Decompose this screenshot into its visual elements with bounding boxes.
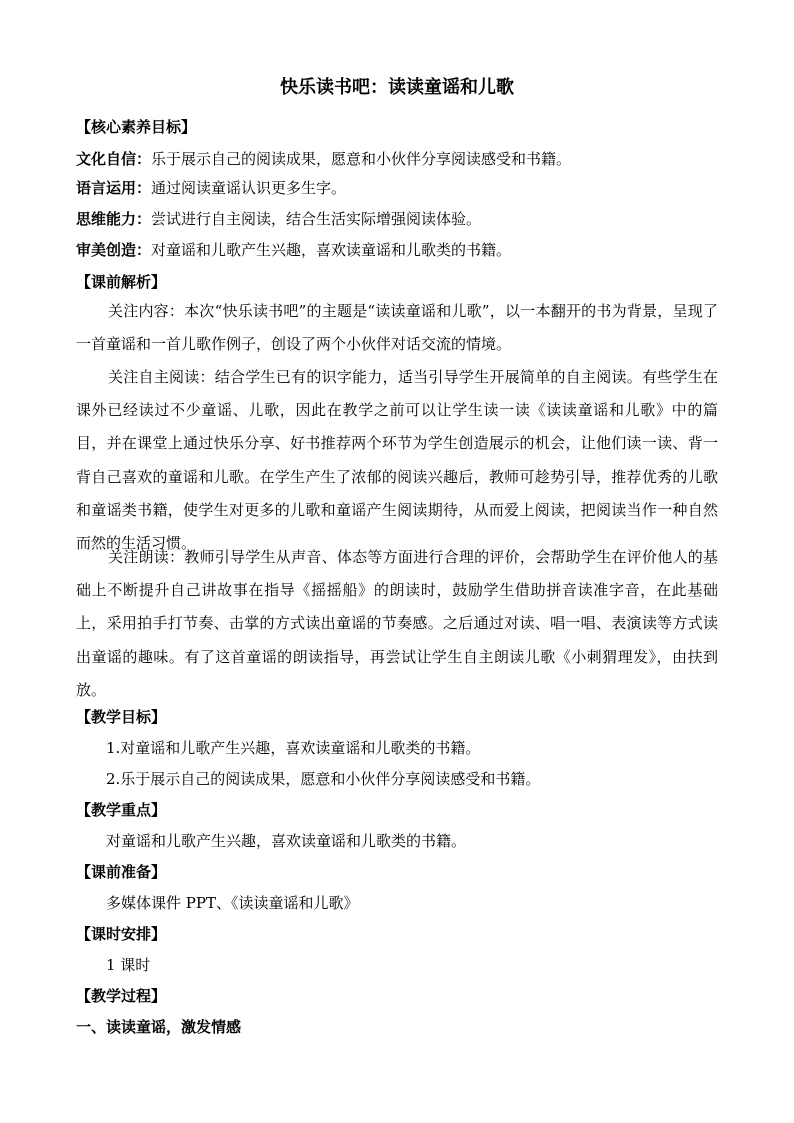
document-title: 快乐读书吧：读读童谣和儿歌: [280, 77, 514, 98]
preparation-text: 多媒体课件 PPT、《读读童谣和儿歌》: [106, 894, 359, 912]
core-goal-language: [76, 178, 716, 198]
core-goal-text: 乐于展示自己的阅读成果，愿意和小伙伴分享阅读感受和书籍。: [151, 150, 572, 168]
key-points-text: 对童谣和儿歌产生兴趣，喜欢读童谣和儿歌类的书籍。: [106, 832, 467, 850]
core-goal-aesthetic: [76, 240, 716, 260]
core-goal-label: 语言运用：: [76, 179, 152, 197]
process-section-title: 一、读读童谣，激发情感: [76, 1018, 242, 1036]
heading-analysis: 【课前解析】: [76, 273, 167, 291]
teaching-goal-item: 2.乐于展示自己的阅读成果，愿意和小伙伴分享阅读感受和书籍。: [106, 770, 541, 788]
heading-process: 【教学过程】: [76, 987, 167, 1005]
heading-teaching-goals: 【教学目标】: [76, 708, 167, 726]
core-goal-thinking: [76, 209, 716, 229]
core-goal-label: 审美创造：: [76, 241, 152, 259]
core-goal-text: 通过阅读童谣认识更多生字。: [151, 179, 347, 197]
analysis-paragraph-recitation: 关注朗读：教师引导学生从声音、体态等方面进行合理的评价，会帮助学生在评价他人的基础上不断提升自己讲故事在指导《摇摇船》的朗读时，鼓励学生借助拼音读准字音，在此基础上，采用拍手打节奏、击掌的方式读出童谣的节奏感。之后通过对读、唱一唱、表演读等方式读出童谣的趣味。有了这首童谣的朗读指导，再尝试让学生自主朗读儿歌《小刺猬理发》，由扶到放。: [76, 548, 718, 699]
analysis-paragraph-content: 关注内容：本次“快乐读书吧”的主题是“读读童谣和儿歌”，以一本翻开的书为背景，呈现了一首童谣和一首儿歌作例子，创设了两个小伙伴对话交流的情境。: [76, 302, 718, 354]
heading-core-goals: 【核心素养目标】: [76, 118, 197, 136]
schedule-text: 1 课时: [106, 956, 151, 974]
heading-preparation: 【课前准备】: [76, 863, 167, 881]
core-goal-text: 尝试进行自主阅读，结合生活实际增强阅读体验。: [151, 210, 482, 228]
core-goal-culture: [76, 149, 716, 169]
core-goal-label: 思维能力：: [76, 210, 152, 228]
analysis-paragraph-reading: 关注自主阅读：结合学生已有的识字能力，适当引导学生开展简单的自主阅读。有些学生在课外已经读过不少童谣、儿歌，因此在教学之前可以让学生读一读《读读童谣和儿歌》中的篇目，并在课堂上通过快乐分享、好书推荐两个环节为学生创造展示的机会，让他们读一读、背一背自己喜欢的童谣和儿歌。在学生产生了浓郁的阅读兴趣后，教师可趁势引导，推荐优秀的儿歌和童谣类书籍，使学生对更多的儿歌和童谣产生阅读期待，从而爱上阅读，把阅读当作一种自然而然的生活习惯。: [76, 368, 718, 553]
heading-schedule: 【课时安排】: [76, 925, 167, 943]
teaching-goal-item: 1.对童谣和儿歌产生兴趣，喜欢读童谣和儿歌类的书籍。: [106, 739, 481, 757]
heading-key-points: 【教学重点】: [76, 801, 167, 819]
core-goal-label: 文化自信：: [76, 150, 152, 168]
core-goal-text: 对童谣和儿歌产生兴趣，喜欢读童谣和儿歌类的书籍。: [151, 241, 512, 259]
